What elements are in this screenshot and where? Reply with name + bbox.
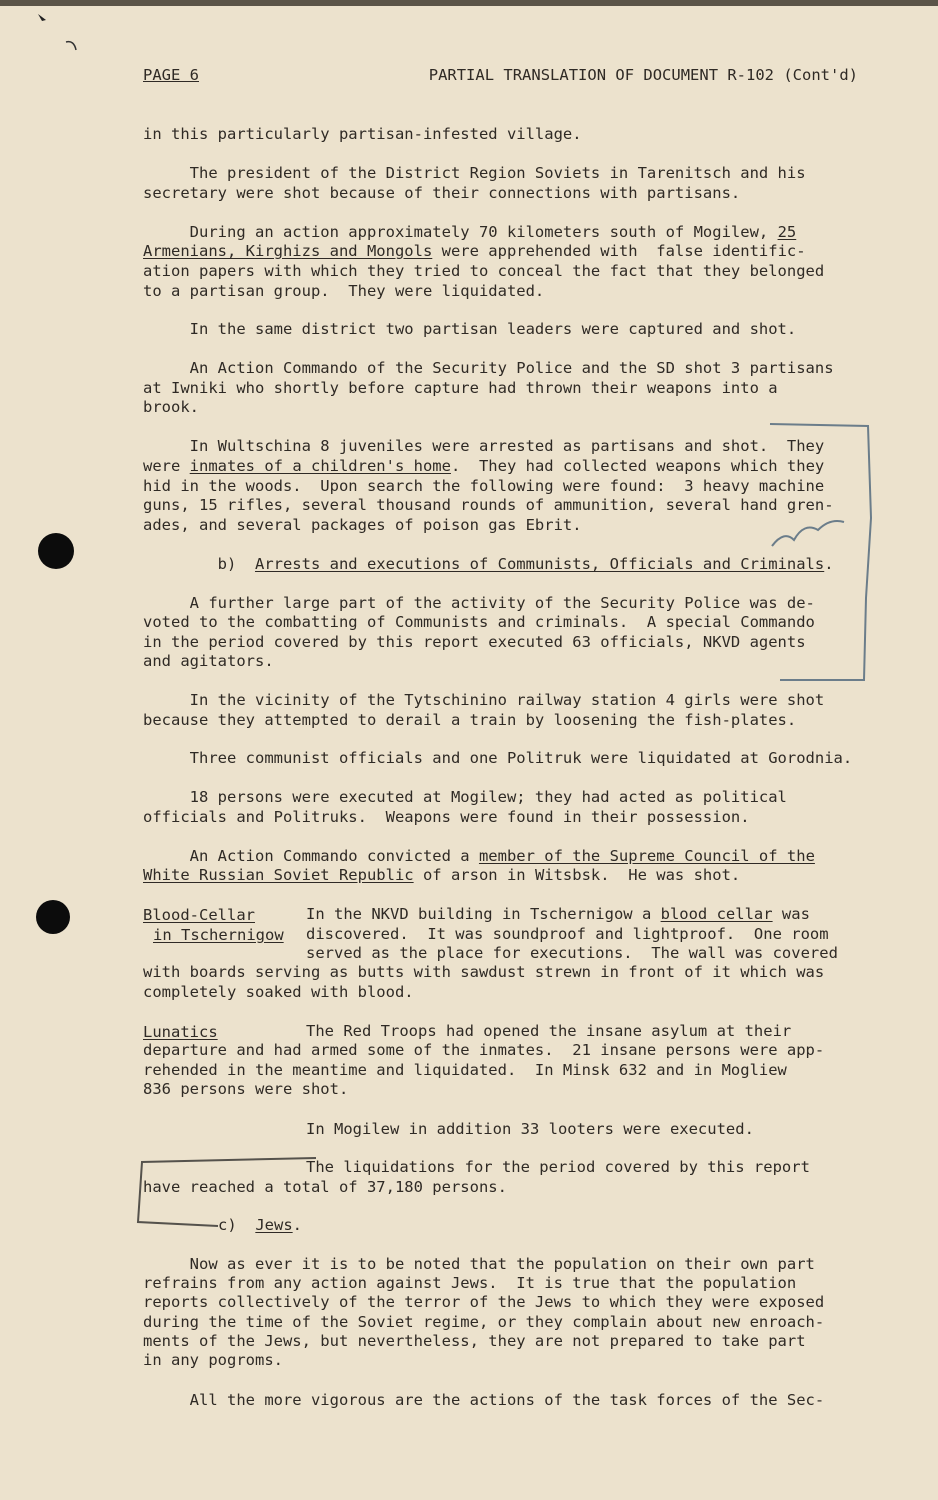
text-line: An Action Commando convicted a member of the Supreme Council of the [143, 847, 815, 865]
text-line: to a partisan group. They were liquidated. [143, 282, 545, 300]
text-line: have reached a total of 37,180 persons. [143, 1178, 507, 1196]
text-line: The Red Troops had opened the insane asylum at their [306, 1022, 792, 1040]
text-line: Now as ever it is to be noted that the population on their own part [143, 1255, 815, 1273]
text-line: hid in the woods. Upon search the following were found: 3 heavy machine [143, 477, 825, 495]
text-line: In the vicinity of the Tytschinino railway station 4 girls were shot [143, 691, 825, 709]
text-line: An Action Commando of the Security Police and the SD shot 3 partisans [143, 359, 834, 377]
text-line: in the period covered by this report executed 63 officials, NKVD agents [143, 633, 806, 651]
text-line: During an action approximately 70 kilometers south of Mogilew, 25 [143, 223, 797, 241]
underlined-text: blood cellar [660, 905, 773, 923]
text-line: 836 persons were shot. [143, 1080, 349, 1098]
text-line: Three communist officials and one Politruk were liquidated at Gorodnia. [143, 749, 853, 767]
text-line: In the same district two partisan leaders were captured and shot. [143, 320, 797, 338]
text-line: officials and Politruks. Weapons were found in their possession. [143, 808, 750, 826]
text-line: guns, 15 rifles, several thousand rounds of ammunition, several hand gren- [143, 496, 834, 514]
text-line: completely soaked with blood. [143, 983, 414, 1001]
underlined-text: inmates of a children's home [189, 457, 451, 475]
text-line: In Mogilew in addition 33 looters were executed. [306, 1120, 754, 1138]
text-line: ation papers with which they tried to conceal the fact that they belonged [143, 262, 825, 280]
text-line: ades, and several packages of poison gas Ebrit. [143, 516, 582, 534]
text-line: The liquidations for the period covered by this report [306, 1158, 810, 1176]
section-heading-c: c) Jews. [218, 1216, 302, 1234]
underlined-text: 25 [777, 223, 797, 241]
text-line: departure and had armed some of the inmates. 21 insane persons were app- [143, 1041, 825, 1059]
text-line: secretary were shot because of their connections with partisans. [143, 184, 741, 202]
text-line: All the more vigorous are the actions of the task forces of the Sec- [143, 1391, 825, 1409]
text-line: ments of the Jews, but nevertheless, they are not prepared to take part [143, 1332, 806, 1350]
text-line: rehended in the meantime and liquidated. In Minsk 632 and in Mogliew [143, 1061, 787, 1079]
document-title: PARTIAL TRANSLATION OF DOCUMENT R-102 (Cont'd) [428, 66, 858, 84]
text-line: and agitators. [143, 652, 274, 670]
text-line: in this particularly partisan-infested village. [143, 125, 582, 143]
text-line: reports collectively of the terror of the Jews to which they were exposed [143, 1293, 825, 1311]
side-heading-lunatics: Lunatics [143, 1023, 218, 1041]
text-line: 18 persons were executed at Mogilew; they had acted as political [143, 788, 787, 806]
underlined-text: member of the Supreme Council of the [478, 847, 815, 865]
text-line: because they attempted to derail a train by loosening the fish-plates. [143, 711, 797, 729]
punch-hole-icon [36, 900, 70, 934]
text-line: Armenians, Kirghizs and Mongols were apprehended with false identific- [143, 242, 806, 260]
text-line: brook. [143, 398, 199, 416]
side-heading-blood-cellar-2: in Tschernigow [153, 926, 284, 944]
text-line: in any pogroms. [143, 1351, 283, 1369]
punch-hole-icon [38, 533, 74, 569]
text-line: discovered. It was soundproof and lightproof. One room [306, 925, 829, 943]
text-line: refrains from any action against Jews. It is true that the population [143, 1274, 797, 1292]
text-line: In the NKVD building in Tschernigow a blood cellar was [306, 905, 810, 923]
text-line: served as the place for executions. The wall was covered [306, 944, 838, 962]
text-line: during the time of the Soviet regime, or they complain about new enroach- [143, 1313, 825, 1331]
page-number: PAGE 6 [143, 66, 199, 84]
underlined-text: Armenians, Kirghizs and Mongols [143, 242, 433, 260]
text-line: were inmates of a children's home. They had collected weapons which they [143, 457, 825, 475]
page-header [143, 66, 858, 88]
text-line: A further large part of the activity of the Security Police was de- [143, 594, 815, 612]
side-heading-blood-cellar: Blood-Cellar [143, 906, 255, 924]
text-line: at Iwniki who shortly before capture had thrown their weapons into a [143, 379, 778, 397]
text-line: with boards serving as butts with sawdust strewn in front of it which was [143, 963, 825, 981]
section-heading-b: b) Arrests and executions of Communists, Officials and Criminals. [143, 555, 834, 573]
text-line: voted to the combatting of Communists and criminals. A special Commando [143, 613, 815, 631]
underlined-text: White Russian Soviet Republic [143, 866, 414, 884]
corner-mark-icon [30, 8, 90, 53]
scan-top-edge [0, 0, 938, 6]
text-line: White Russian Soviet Republic of arson in Witsbsk. He was shot. [143, 866, 741, 884]
text-line: The president of the District Region Soviets in Tarenitsch and his [143, 164, 806, 182]
text-line: In Wultschina 8 juveniles were arrested as partisans and shot. They [143, 437, 825, 455]
